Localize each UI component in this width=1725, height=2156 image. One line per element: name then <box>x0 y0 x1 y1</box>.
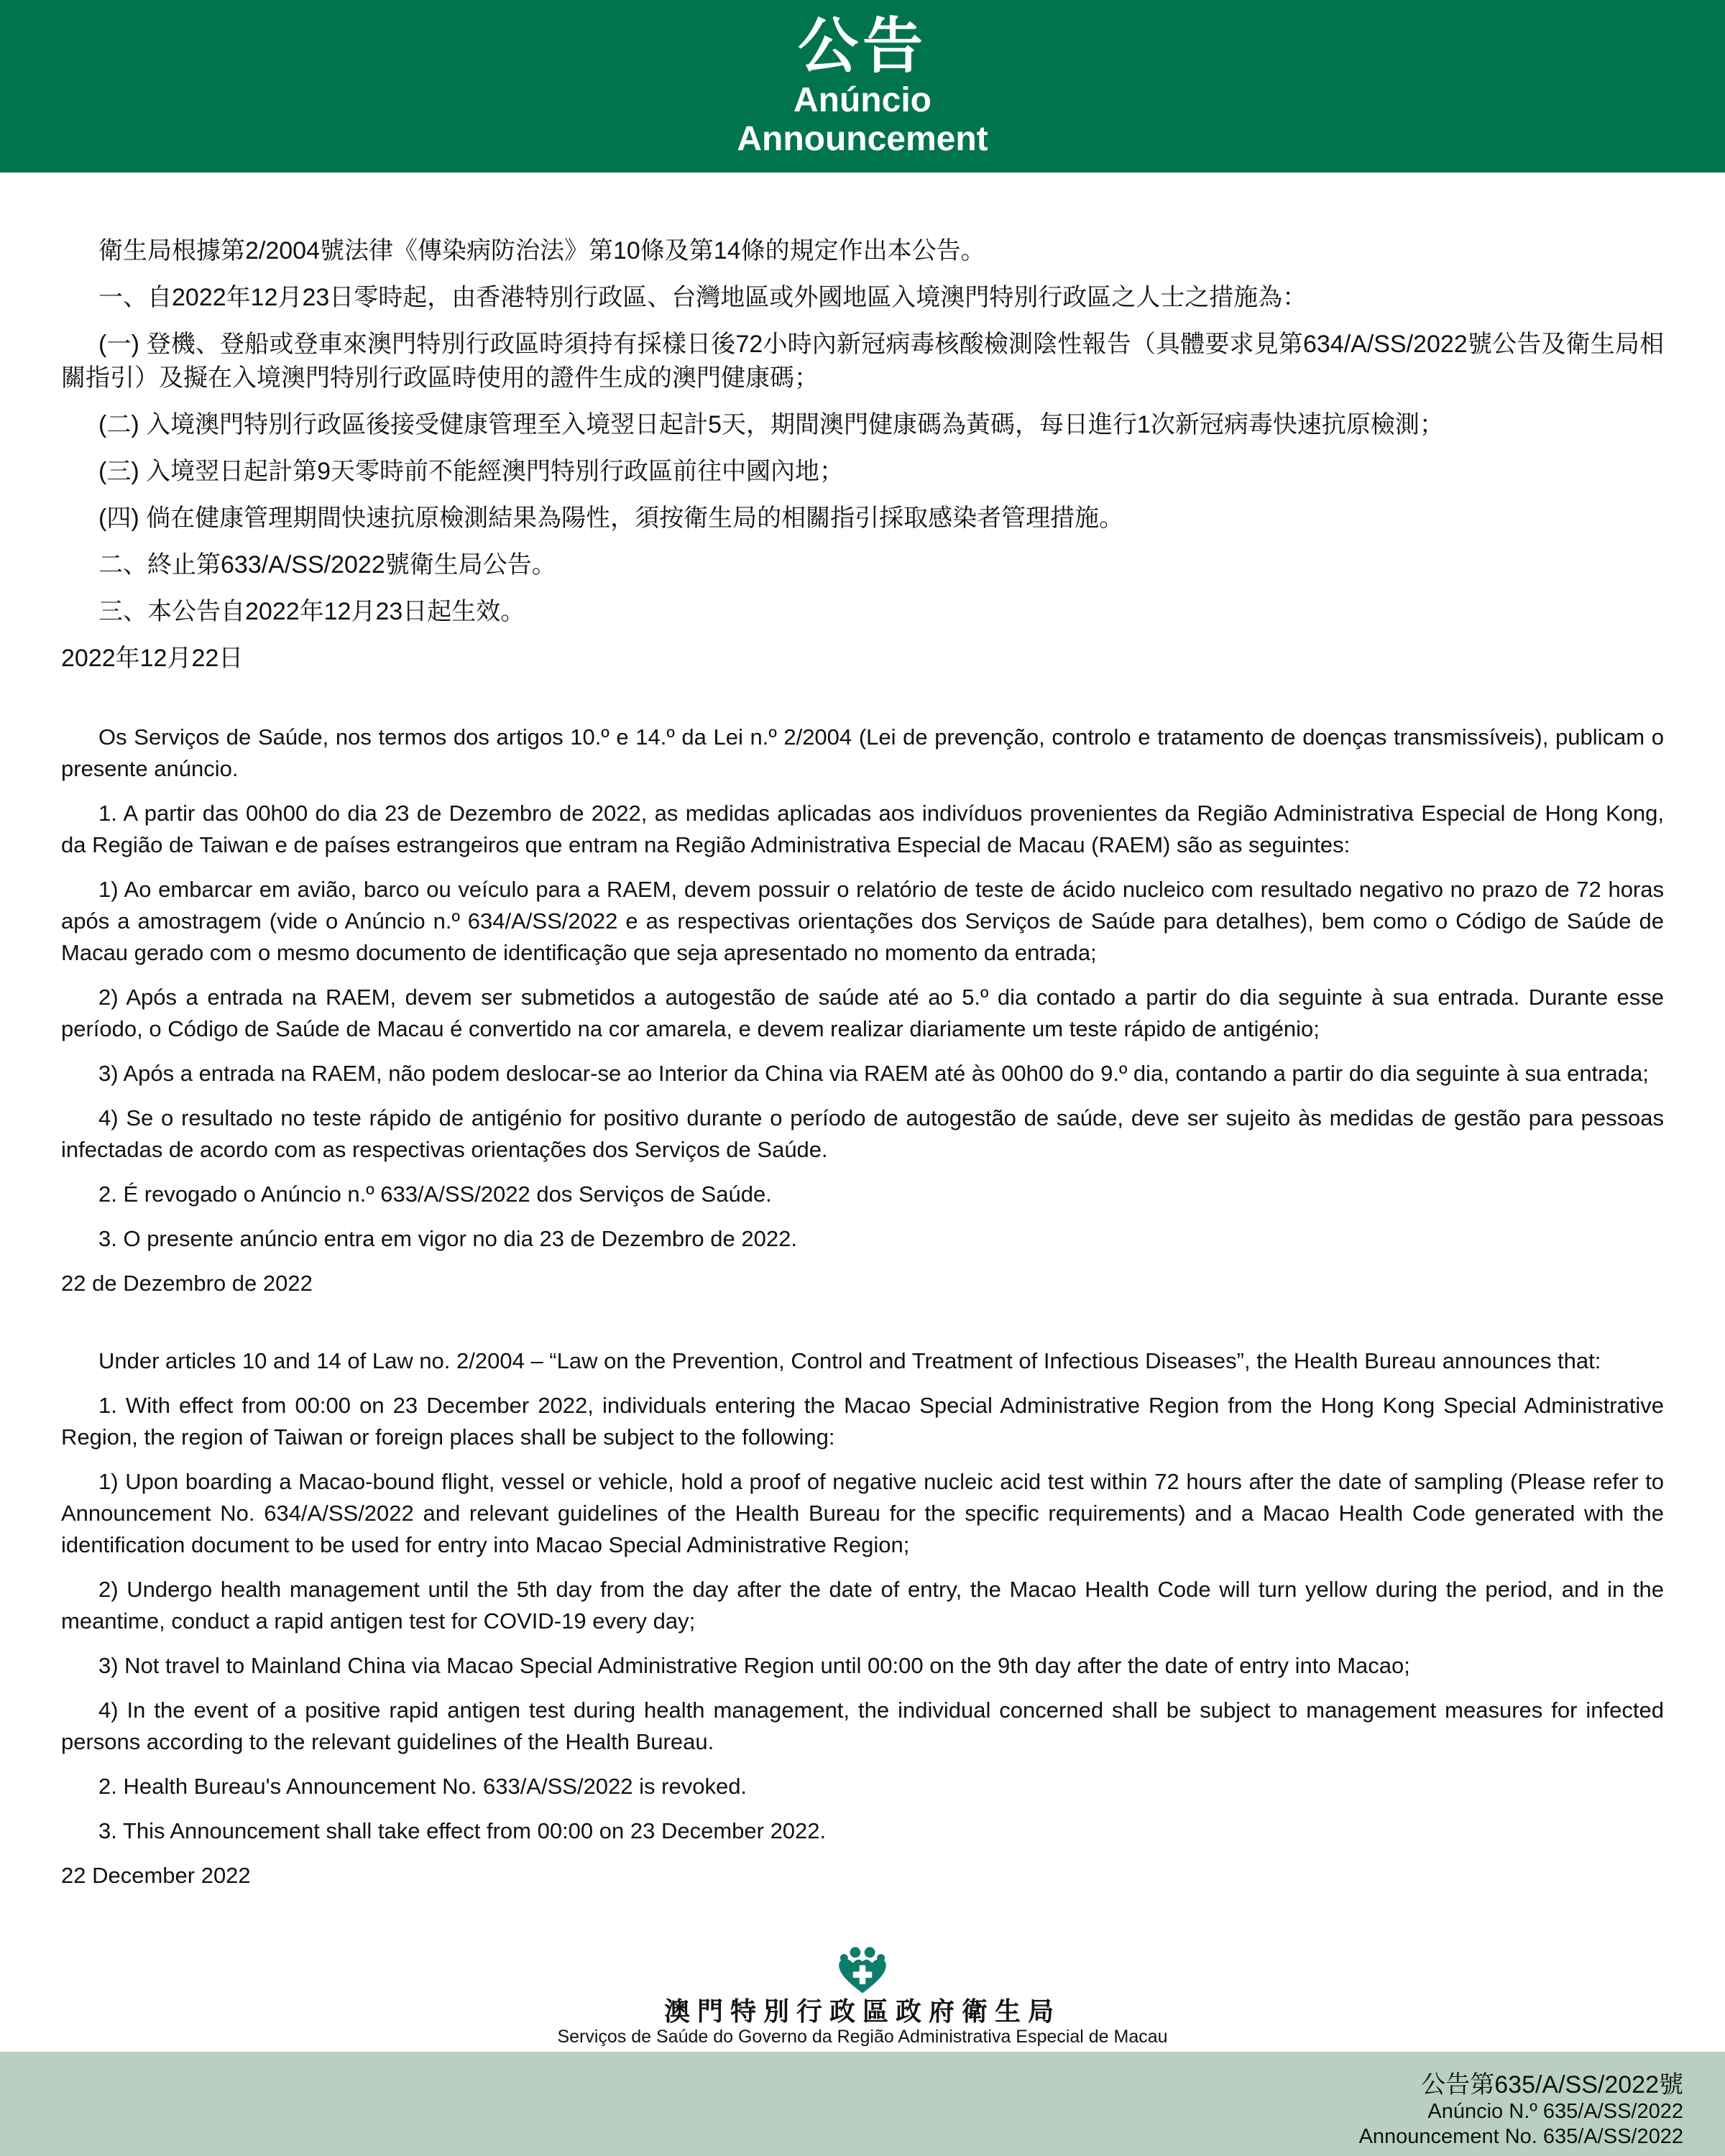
reference-strip <box>0 2052 1725 2156</box>
health-bureau-heart-cross-logo-icon <box>828 1944 897 1994</box>
zh-paragraph: (二) 入境澳門特別行政區後接受健康管理至入境翌日起計5天，期間澳門健康碼為黃碼，每日進行1次新冠病毒快速抗原檢測； <box>98 411 1444 438</box>
en-date: 22 December 2022 <box>61 1863 251 1888</box>
header-band <box>0 0 1725 172</box>
title-en: Announcement <box>737 120 988 158</box>
issuer-name-zh: 澳門特別行政區政府衛生局 <box>663 1996 1061 2026</box>
zh-paragraph: 衛生局根據第2/2004號法律《傳染病防治法》第10條及第14條的規定作出本公告。 <box>98 237 985 264</box>
document-body <box>0 172 1725 1944</box>
issuer-block <box>0 1944 1725 2052</box>
en-paragraph: 3. This Announcement shall take effect from 00:00 on 23 December 2022. <box>98 1818 827 1843</box>
pt-paragraph: 2. É revogado o Anúncio n.º 633/A/SS/2022 dos Serviços de Saúde. <box>98 1181 772 1207</box>
en-paragraph: 2. Health Bureau's Announcement No. 633/A/SS/2022 is revoked. <box>98 1774 748 1799</box>
pt-paragraph: Os Serviços de Saúde, nos termos dos artigos 10.º e 14.º da Lei n.º 2/2004 (Lei de prevenção, controlo e tratamento de doenças transmissíveis), publicam o presente anúncio. <box>61 724 1664 781</box>
zh-date: 2022年12月22日 <box>61 645 244 672</box>
zh-paragraph: 三、本公告自2022年12月23日起生效。 <box>98 598 525 625</box>
en-paragraph: Under articles 10 and 14 of Law no. 2/2004 – “Law on the Prevention, Control and Treatment of Infectious Diseases”, the Health Bureau announces that: <box>98 1348 1601 1373</box>
title-zh: 公告 <box>797 12 927 80</box>
pt-paragraph: 1. A partir das 00h00 do dia 23 de Dezembro de 2022, as medidas aplicadas aos indivíduos provenientes da Região Administrativa Especial de Hong Kong, da Região de Taiwan e de países estrangeiros que entram na Região Administrativa Especial de Macau (RAEM) são as seguintes: <box>61 801 1664 857</box>
pt-date: 22 de Dezembro de 2022 <box>61 1271 313 1296</box>
pt-paragraph: 4) Se o resultado no teste rápido de antigénio for positivo durante o período de autogestão de saúde, deve ser sujeito às medidas de gestão para pessoas infectadas de acordo com as respectivas orientações dos Serviços de Saúde. <box>61 1105 1664 1162</box>
announcement-number-zh: 公告第635/A/SS/2022號 <box>1421 2071 1683 2099</box>
pt-paragraph: 3) Após a entrada na RAEM, não podem deslocar-se ao Interior da China via RAEM até às 00h00 do 9.º dia, contando a partir do dia seguinte à sua entrada; <box>98 1061 1649 1086</box>
zh-paragraph: 一、自2022年12月23日零時起，由香港特別行政區、台灣地區或外國地區入境澳門特別行政區之人士之措施為： <box>98 284 1307 311</box>
pt-paragraph: 3. O presente anúncio entra em vigor no dia 23 de Dezembro de 2022. <box>98 1226 797 1251</box>
en-paragraph: 1. With effect from 00:00 on 23 December 2022, individuals entering the Macao Special Administrative Region from the Hong Kong Special Administrative Region, the region of Taiwan or foreign places shall be subject to the following: <box>61 1393 1664 1450</box>
title-pt: Anúncio <box>794 81 932 119</box>
section-portuguese <box>61 722 1664 1299</box>
en-paragraph: 4) In the event of a positive rapid antigen test during health management, the individual concerned shall be subject to management measures for infected persons according to the relevant guidelines of the Health Bureau. <box>61 1697 1664 1754</box>
zh-paragraph: 二、終止第633/A/SS/2022號衛生局公告。 <box>98 551 556 579</box>
zh-paragraph: (四) 倘在健康管理期間快速抗原檢測結果為陽性，須按衛生局的相關指引採取感染者管理措施。 <box>98 505 1124 532</box>
en-paragraph: 2) Undergo health management until the 5th day from the day after the date of entry, the Macao Health Code will turn yellow during the period, and in the meantime, conduct a rapid antigen test for COVID-19 every day; <box>61 1577 1664 1634</box>
issuer-name-pt: Serviços de Saúde do Governo da Região Administrativa Especial de Macau <box>557 2027 1168 2047</box>
pt-paragraph: 2) Após a entrada na RAEM, devem ser submetidos a autogestão de saúde até ao 5.º dia contado a partir do dia seguinte à sua entrada. Durante esse período, o Código de Saúde de Macau é convertido na cor amarela, e devem realizar diariamente um teste rápido de antigénio; <box>61 985 1664 1041</box>
zh-paragraph: (一) 登機、登船或登車來澳門特別行政區時須持有採樣日後72小時內新冠病毒核酸檢測陰性報告（具體要求見第634/A/SS/2022號公告及衛生局相關指引）及擬在入境澳門特別行政區時使用的證件生成的澳門健康碼； <box>61 331 1664 392</box>
section-chinese <box>61 234 1664 676</box>
announcement-number-en: Announcement No. 635/A/SS/2022 <box>1358 2125 1683 2148</box>
section-english <box>61 1345 1664 1892</box>
zh-paragraph: (三) 入境翌日起計第9天零時前不能經澳門特別行政區前往中國內地； <box>98 458 844 485</box>
pt-paragraph: 1) Ao embarcar em avião, barco ou veículo para a RAEM, devem possuir o relatório de teste de ácido nucleico com resultado negativo no prazo de 72 horas após a amostragem (vide o Anúncio n.º 634/A/SS/2022 e as respectivas orientações dos Serviços de Saúde para detalhes), bem como o Código de Saúde de Macau gerado com o mesmo documento de identificação que seja apresentado no momento da entrada; <box>61 877 1664 965</box>
en-paragraph: 1) Upon boarding a Macao-bound flight, vessel or vehicle, hold a proof of negative nucleic acid test within 72 hours after the date of sampling (Please refer to Announcement No. 634/A/SS/2022 and relevant guidelines of the Health Bureau for the specific requirements) and a Macao Health Code generated with the identification document to be used for entry into Macao Special Administrative Region; <box>61 1469 1664 1557</box>
en-paragraph: 3) Not travel to Mainland China via Macao Special Administrative Region until 00:00 on the 9th day after the date of entry into Macao; <box>98 1653 1410 1678</box>
announcement-number-pt: Anúncio N.º 635/A/SS/2022 <box>1427 2100 1683 2123</box>
